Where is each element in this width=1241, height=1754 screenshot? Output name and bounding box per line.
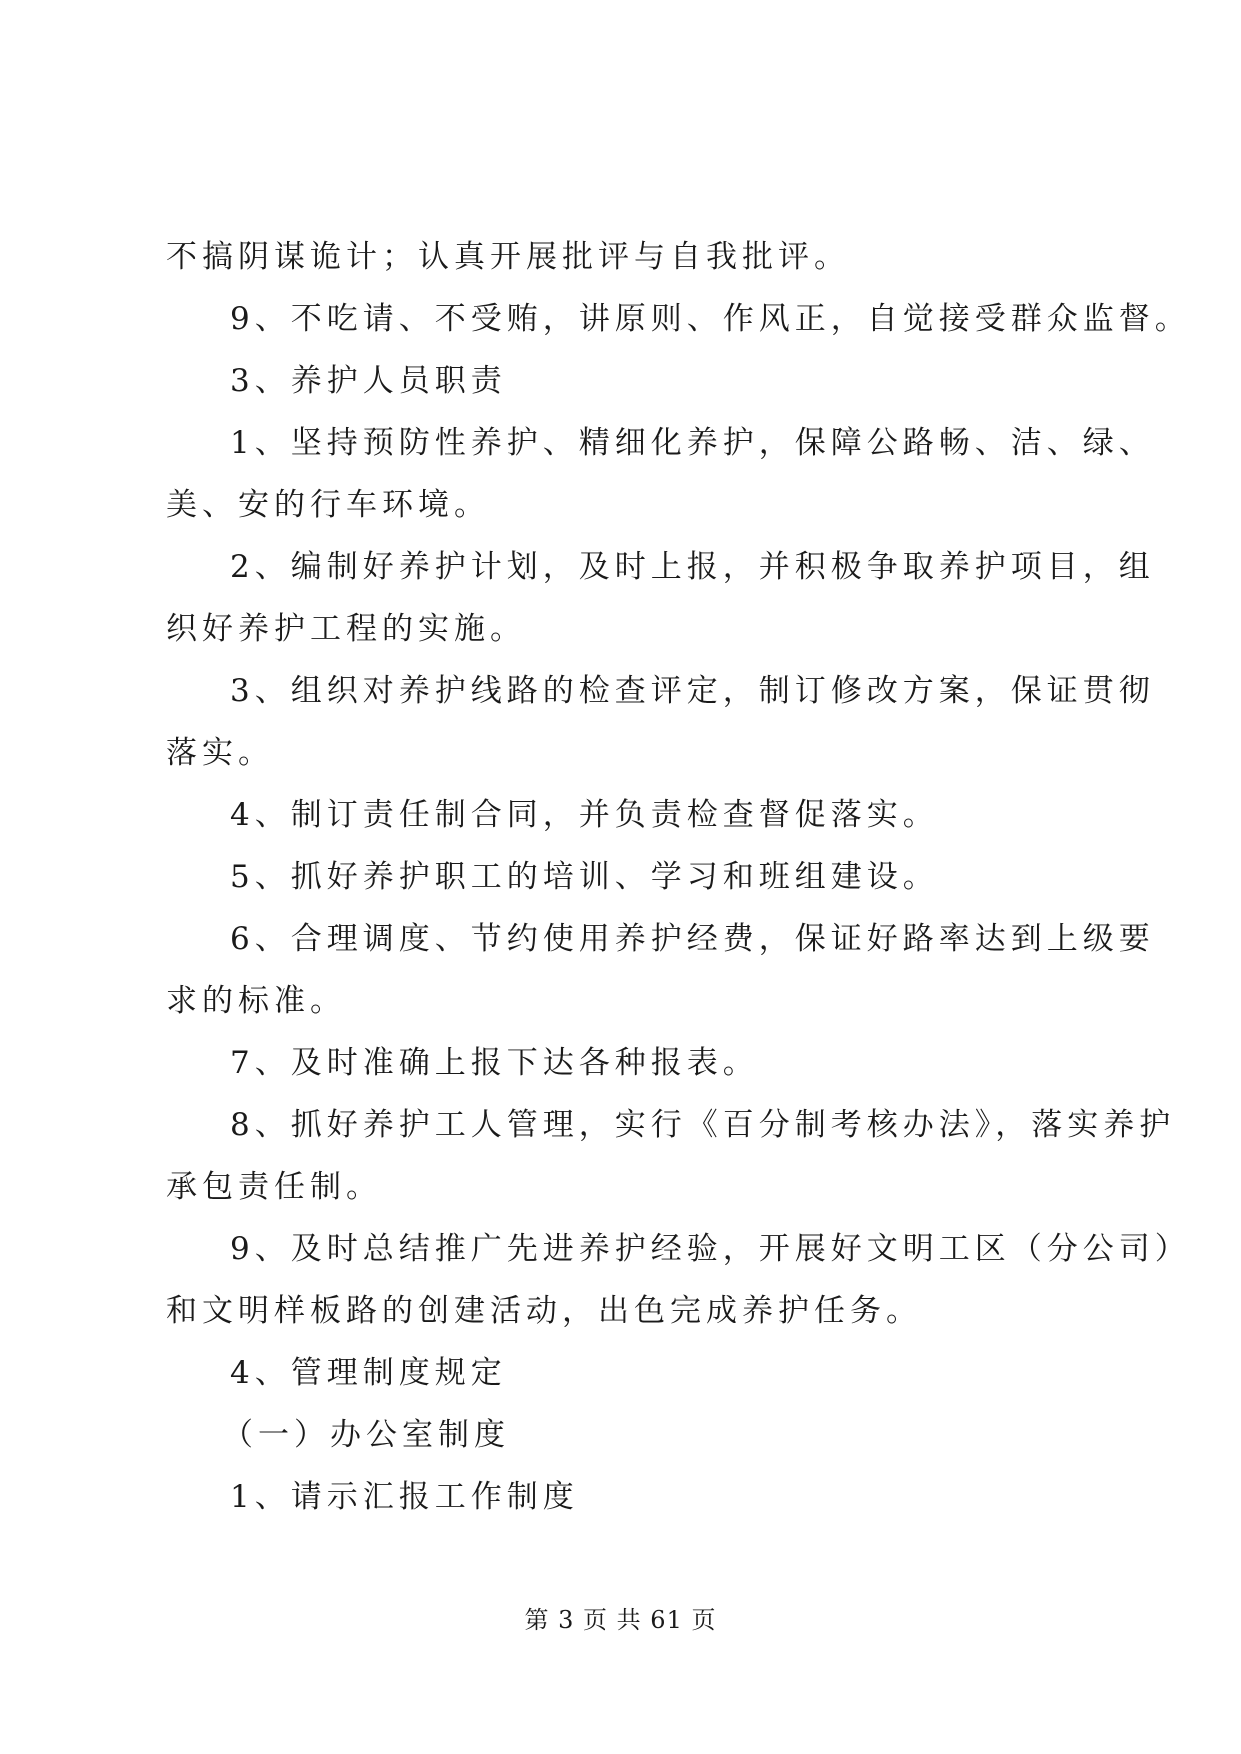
paragraph-line: 落实。 xyxy=(166,735,274,771)
section-heading: 3、养护人员职责 xyxy=(230,363,507,399)
paragraph-line: 2、编制好养护计划，及时上报，并积极争取养护项目，组 xyxy=(230,549,1155,585)
document-body xyxy=(166,226,1191,1528)
paragraph-line: 6、合理调度、节约使用养护经费，保证好路率达到上级要 xyxy=(230,921,1155,957)
paragraph-line: 1、请示汇报工作制度 xyxy=(230,1479,579,1515)
paragraph-line: 求的标准。 xyxy=(166,983,346,1019)
paragraph-line: 9、及时总结推广先进养护经验，开展好文明工区（分公司） xyxy=(230,1231,1191,1267)
paragraph-line: 织好养护工程的实施。 xyxy=(166,611,526,647)
section-heading: 4、管理制度规定 xyxy=(230,1355,507,1391)
paragraph-line: 4、制订责任制合同，并负责检查督促落实。 xyxy=(230,797,939,833)
page-footer: 第 3 页 共 61 页 xyxy=(524,1606,717,1634)
paragraph-line: 8、抓好养护工人管理，实行《百分制考核办法》，落实养护 xyxy=(230,1107,1176,1143)
paragraph-line: 承包责任制。 xyxy=(166,1169,382,1205)
paragraph-line: 不搞阴谋诡计；认真开展批评与自我批评。 xyxy=(166,239,850,275)
paragraph-line: 5、抓好养护职工的培训、学习和班组建设。 xyxy=(230,859,939,895)
paragraph-line: 1、坚持预防性养护、精细化养护，保障公路畅、洁、绿、 xyxy=(230,425,1155,461)
subsection-heading: （一）办公室制度 xyxy=(222,1417,510,1453)
paragraph-line: 和文明样板路的创建活动，出色完成养护任务。 xyxy=(166,1293,922,1329)
paragraph-line: 9、不吃请、不受贿，讲原则、作风正，自觉接受群众监督。 xyxy=(230,301,1191,337)
paragraph-line: 美、安的行车环境。 xyxy=(166,487,490,523)
paragraph-line: 3、组织对养护线路的检查评定，制订修改方案，保证贯彻 xyxy=(230,673,1155,709)
paragraph-line: 7、及时准确上报下达各种报表。 xyxy=(230,1045,759,1081)
